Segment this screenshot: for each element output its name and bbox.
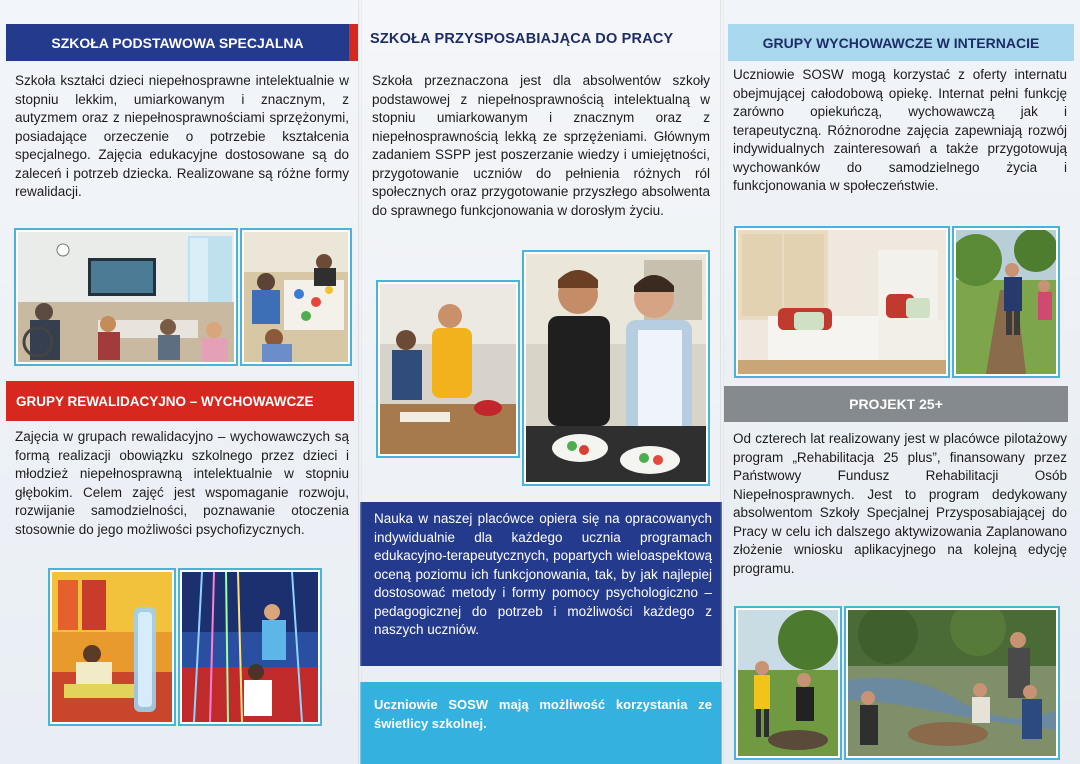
photo-kids-painting xyxy=(242,230,350,364)
header-szkola-przysposabiajaca-text: SZKOŁA PRZYSPOSABIAJĄCA DO PRACY xyxy=(370,31,674,47)
panel-left xyxy=(0,0,360,764)
photo-sensory-room xyxy=(50,570,174,724)
header-szkola-przysposabiajaca xyxy=(370,22,720,56)
photo-project-1 xyxy=(736,608,840,758)
bubble-tubes-illustration xyxy=(182,572,318,722)
text-grupy-rewalidacyjno: Zajęcia w grupach rewalidacyjno – wychowawczych są formą realizacji obowiązku szkolnego przez dzieci i młodzież niepełnosprawną intelektualnie w stopniu głębokim. Celem zajęć jest wspomaganie rozwoju, rozwijanie samodzielności, poznawanie otoczenia stosownie do jego możliwości psychofizycznych. xyxy=(15,429,349,537)
box-swietlica-text: Uczniowie SOSW mają możliwość korzystania ze świetlicy szkolnej. xyxy=(374,697,712,731)
box-swietlica xyxy=(360,682,722,764)
header-grupy-internat-text: GRUPY WYCHOWAWCZE W INTERNACIE xyxy=(762,34,1040,51)
photo-cooking-1 xyxy=(378,282,518,456)
header-szkola-podstawowa-text: SZKOŁA PODSTAWOWA SPECJALNA xyxy=(51,34,304,51)
bedroom-illustration xyxy=(738,230,946,374)
header-projekt-25 xyxy=(724,386,1068,422)
header-szkola-podstawowa xyxy=(6,24,358,61)
photo-project-2 xyxy=(846,608,1058,758)
text-projekt-25: Od czterech lat realizowany jest w placówce pilotażowy program „Rehabilitacja 25 plus”, finansowany przez Państwowy Fundusz Rehabilitacji Osób Niepełnosprawnych. Jest to program dedykowany absolwentom Szkoły Specjalnej Przysposabiającej do Pracy w celu ich dalszego aktywizowania Zaplanowano złożenie wniosku aplikacyjnego na kolejną edycję programu. xyxy=(733,431,1067,576)
text-szkola-podstawowa: Szkoła kształci dzieci niepełnosprawne intelektualnie w stopniu lekkim, umiarkowanym i znacznym, z autyzmem oraz z niepełnosprawnościami sprzężonymi, posiadające orzeczenie o potrzebie kształcenia specjalnego. Zajęcia edukacyjne dostosowane są do zaleceń i potrzeb dziecka. Realizowane są różne formy rewalidacji. xyxy=(15,73,349,199)
cooking-1-illustration xyxy=(380,284,516,454)
header-grupy-internat xyxy=(728,24,1074,61)
header-projekt-25-text: PROJEKT 25+ xyxy=(849,396,943,412)
cooking-2-illustration xyxy=(526,254,706,482)
kids-painting-illustration xyxy=(244,232,348,362)
photo-outdoor-path xyxy=(954,228,1058,376)
photo-bedroom xyxy=(736,228,948,376)
header-grupy-rewalidacyjno-text: GRUPY REWALIDACYJNO – WYCHOWAWCZE xyxy=(16,393,314,409)
header-grupy-rewalidacyjno xyxy=(6,381,354,421)
text-grupy-internat: Uczniowie SOSW mogą korzystać z oferty internatu obejmującej całodobową opiekę. Internat pełni funkcję zarówno opiekuńczą, wychowawczą jak i terapeutyczną. Różnorodne zajęcia zapewniają rozwój indywidualnych zainteresowań a także przygotowują wychowanków do samodzielnego życia i funkcjonowania w społeczeństwie. xyxy=(733,67,1067,193)
project-1-illustration xyxy=(738,610,838,756)
outdoor-path-illustration xyxy=(956,230,1056,374)
panel-right xyxy=(722,0,1080,764)
photo-classroom xyxy=(16,230,236,364)
text-szkola-przysposabiajaca: Szkoła przeznaczona jest dla absolwentów szkoły podstawowej z niepełnosprawnością intelektualną w stopniu umiarkowanym i znacznym oraz z niepełnosprawnością lekką ze sprzężeniami. Głównym zadaniem SSPP jest poszerzanie wiedzy i umiejętności, przygotowanie uczniów do pełnienia różnych ról społecznych oraz przygotowanie przyszłego absolwenta do sprawnego funkcjonowania w dorosłym życiu. xyxy=(372,73,710,218)
classroom-illustration xyxy=(18,232,234,362)
fold-line-1 xyxy=(358,0,362,764)
fold-line-2 xyxy=(720,0,724,764)
panel-middle xyxy=(360,0,722,764)
box-nauka xyxy=(360,502,722,666)
box-nauka-text: Nauka w naszej placówce opiera się na opracowanych indywidualnie dla każdego ucznia programach edukacyjno-terapeutycznych, popartych wieloaspektową oceną poziomu ich funkcjonowania, tak, by jak najlepiej dostosować metody i formy pomocy psychologiczno – pedagogicznej do potrzeb i możliwości każdego z naszych uczniów. xyxy=(374,511,712,637)
photo-cooking-2 xyxy=(524,252,708,484)
photo-bubble-tubes xyxy=(180,570,320,724)
sensory-room-illustration xyxy=(52,572,172,722)
project-2-illustration xyxy=(848,610,1056,756)
